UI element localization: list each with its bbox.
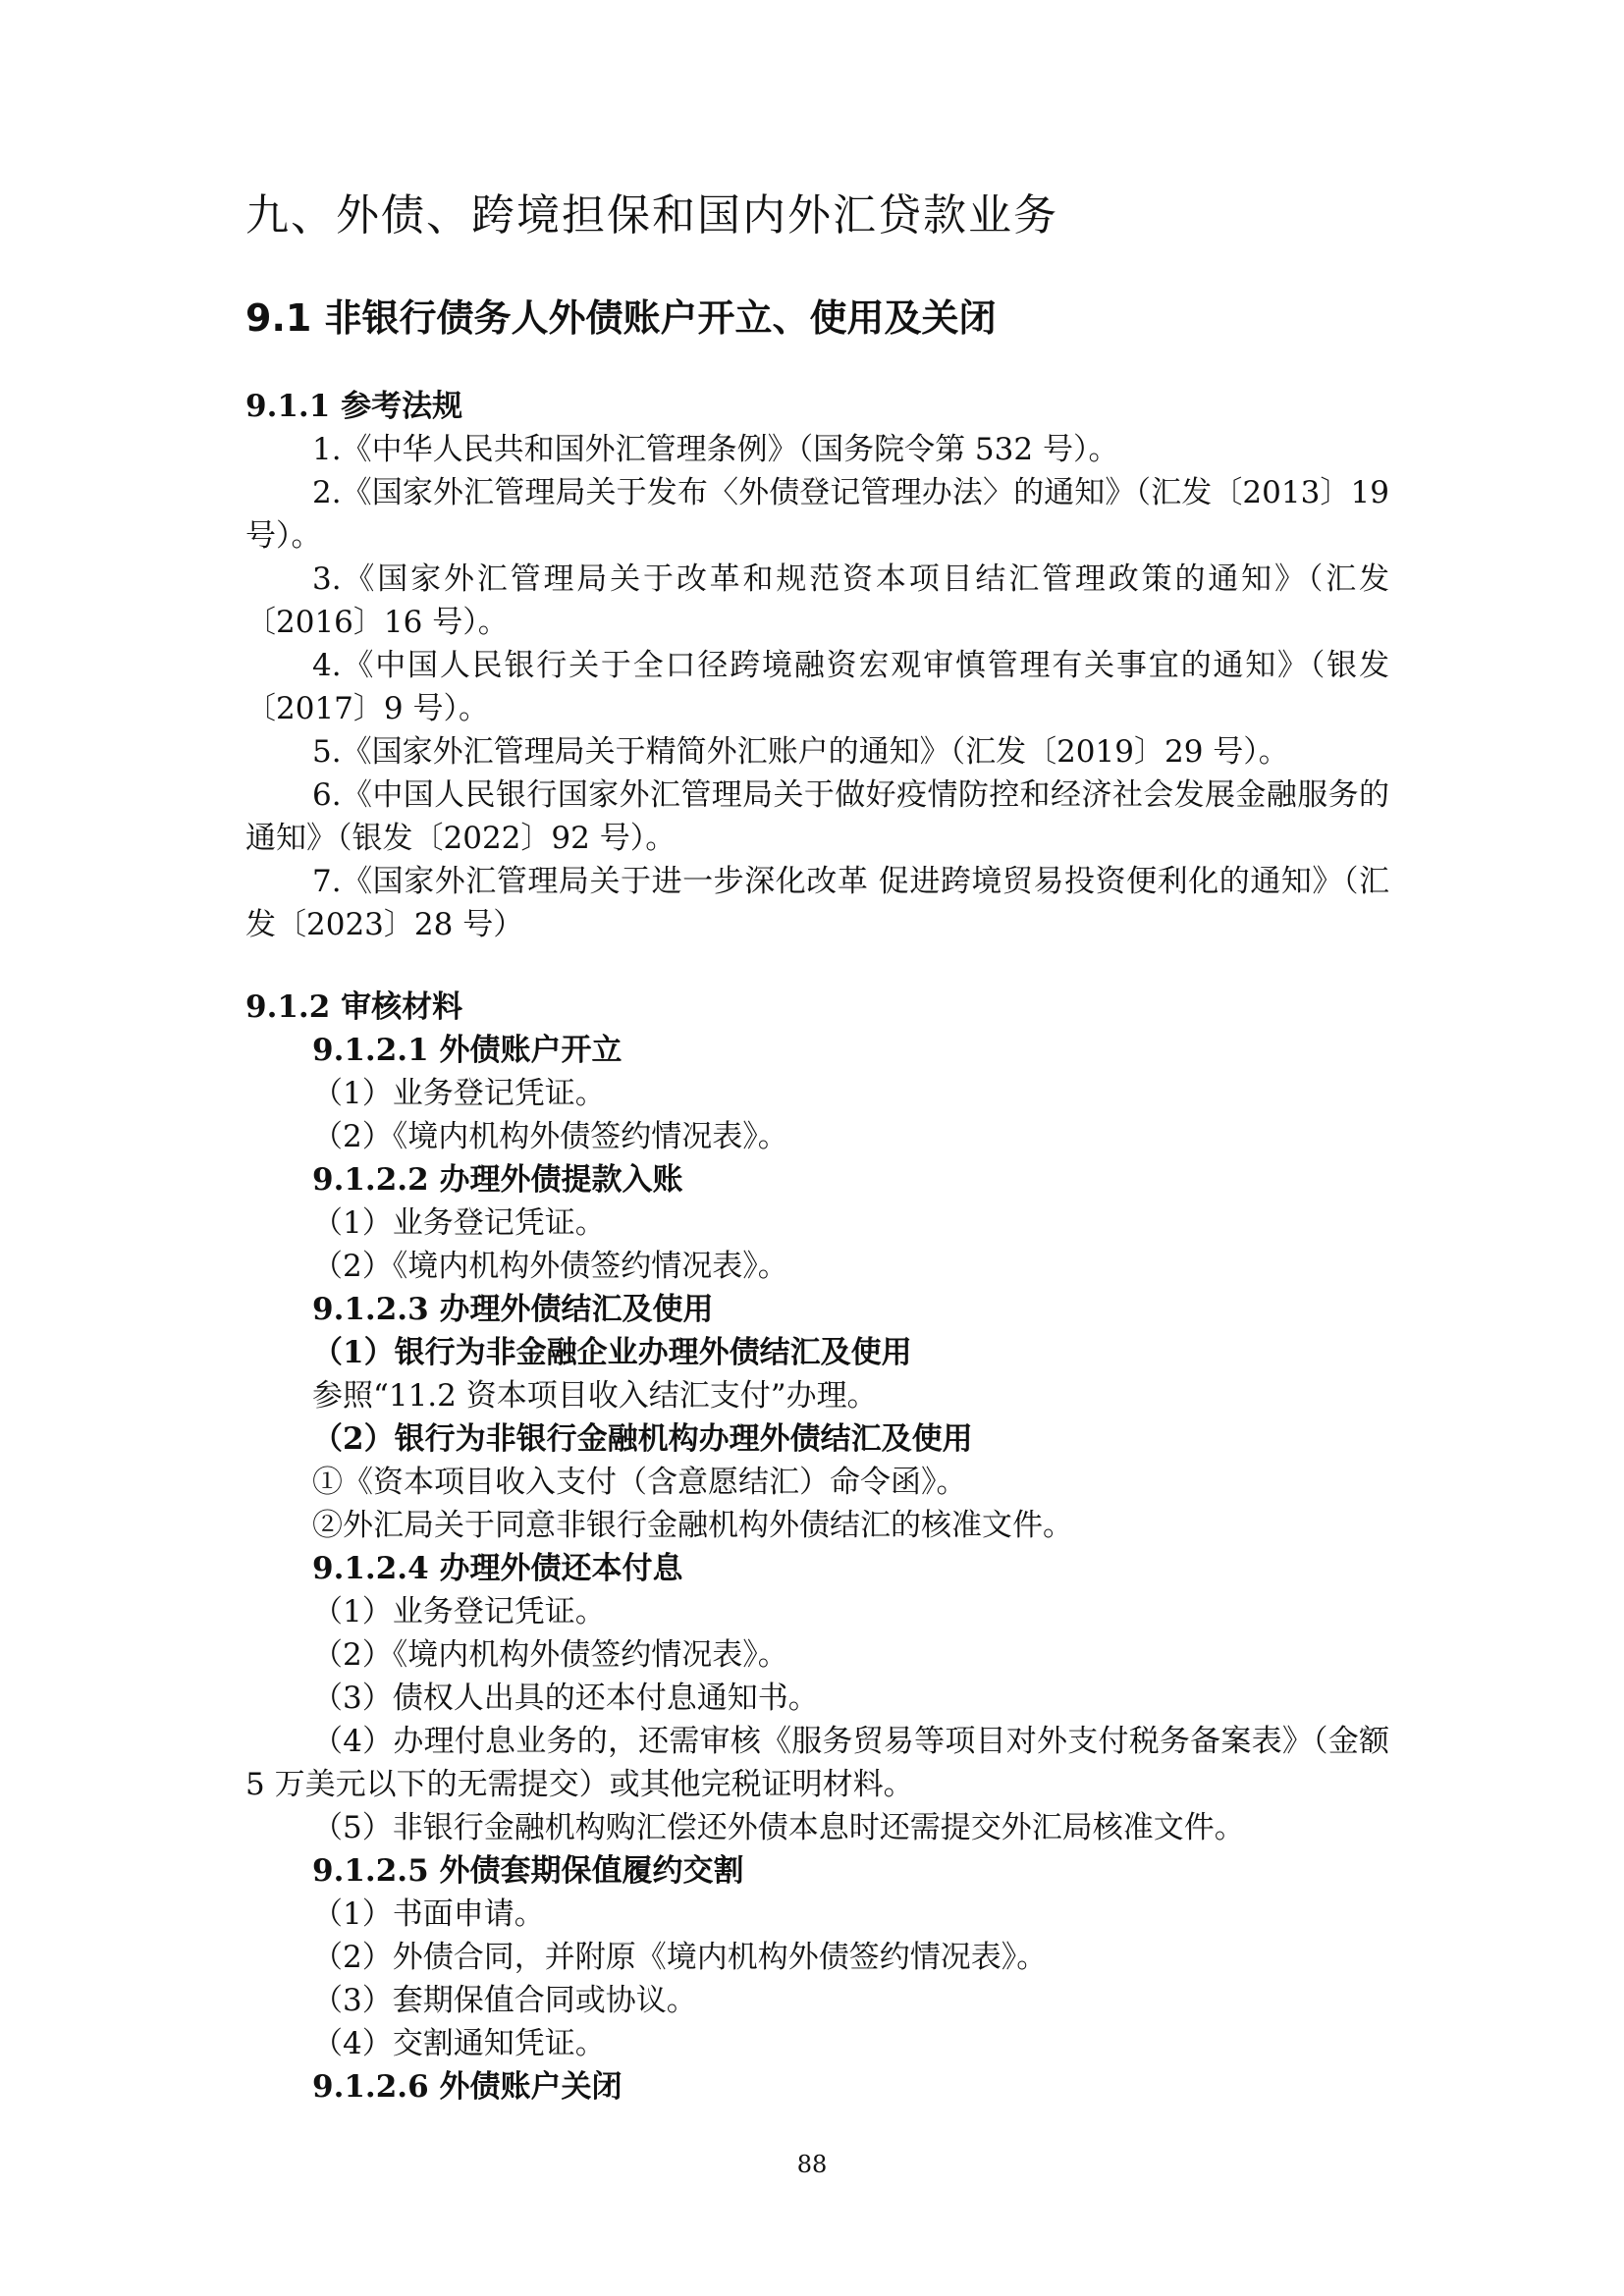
refs-heading: 9.1.1 参考法规 xyxy=(245,389,463,424)
list-item: ①《资本项目收入支付（含意愿结汇）命令函》。 xyxy=(312,1465,967,1500)
list-item: （1）业务登记凭证。 xyxy=(312,1076,606,1111)
list-item: （1）书面申请。 xyxy=(312,1896,545,1932)
list-item: （3）套期保值合同或协议。 xyxy=(312,1983,697,2018)
subsection-heading: 9.1.2.2 办理外债提款入账 xyxy=(312,1162,683,1198)
ref-item: 5.《国家外汇管理局关于精简外汇账户的通知》（汇发〔2019〕29 号）。 xyxy=(312,734,1289,770)
list-item: （3）债权人出具的还本付息通知书。 xyxy=(312,1681,819,1716)
sub-item-heading: （2）银行为非银行金融机构办理外债结汇及使用 xyxy=(312,1421,973,1457)
list-item: （1）业务登记凭证。 xyxy=(312,1594,606,1629)
list-item: （2）《境内机构外债签约情况表》。 xyxy=(312,1637,788,1673)
ref-item: 6.《中国人民银行国家外汇管理局关于做好疫情防控和经济社会发展金融服务的通知》（银发〔2022〕92 号）。 xyxy=(245,777,1389,856)
chapter-title: 九、外债、跨境担保和国内外汇贷款业务 xyxy=(245,190,1058,240)
document-page xyxy=(245,187,1389,2109)
sub-item-heading: （1）银行为非金融企业办理外债结汇及使用 xyxy=(312,1335,912,1370)
list-item: （1）业务登记凭证。 xyxy=(312,1205,606,1241)
list-item: （4）办理付息业务的，还需审核《服务贸易等项目对外支付税务备案表》（金额 5 万美元以下的无需提交）或其他完税证明材料。 xyxy=(245,1724,1389,1802)
list-item: （4）交割通知凭证。 xyxy=(312,2026,606,2061)
ref-item: 3.《国家外汇管理局关于改革和规范资本项目结汇管理政策的通知》（汇发〔2016〕16 号）。 xyxy=(245,561,1389,640)
subsection-heading: 9.1.2.5 外债套期保值履约交割 xyxy=(312,1853,744,1889)
list-item: （2）外债合同，并附原《境内机构外债签约情况表》。 xyxy=(312,1940,1048,1975)
subsection-heading: 9.1.2.1 外债账户开立 xyxy=(312,1033,623,1068)
ref-item: 7.《国家外汇管理局关于进一步深化改革 促进跨境贸易投资便利化的通知》（汇发〔2023〕28 号） xyxy=(245,864,1389,942)
list-item: （2）《境内机构外债签约情况表》。 xyxy=(312,1119,788,1154)
subsection-heading: 9.1.2.3 办理外债结汇及使用 xyxy=(312,1292,714,1327)
ref-item: 2.《国家外汇管理局关于发布〈外债登记管理办法〉的通知》（汇发〔2013〕19 号）。 xyxy=(245,475,1389,554)
ref-item: 4.《中国人民银行关于全口径跨境融资宏观审慎管理有关事宜的通知》（银发〔2017〕9 号）。 xyxy=(245,648,1389,726)
list-item: ②外汇局关于同意非银行金融机构外债结汇的核准文件。 xyxy=(312,1508,1073,1543)
ref-item: 1.《中华人民共和国外汇管理条例》（国务院令第 532 号）。 xyxy=(312,432,1119,467)
list-item: 参照“11.2 资本项目收入结汇支付”办理。 xyxy=(312,1378,878,1414)
subsection-heading: 9.1.2.4 办理外债还本付息 xyxy=(312,1551,683,1586)
subsection-heading: 9.1.2.6 外债账户关闭 xyxy=(312,2069,623,2105)
materials-heading: 9.1.2 审核材料 xyxy=(245,989,463,1025)
list-item: （5）非银行金融机构购汇偿还外债本息时还需提交外汇局核准文件。 xyxy=(312,1810,1245,1845)
list-item: （2）《境内机构外债签约情况表》。 xyxy=(312,1249,788,1284)
page-number: 88 xyxy=(796,2151,828,2178)
section-title: 9.1 非银行债务人外债账户开立、使用及关闭 xyxy=(245,296,997,340)
